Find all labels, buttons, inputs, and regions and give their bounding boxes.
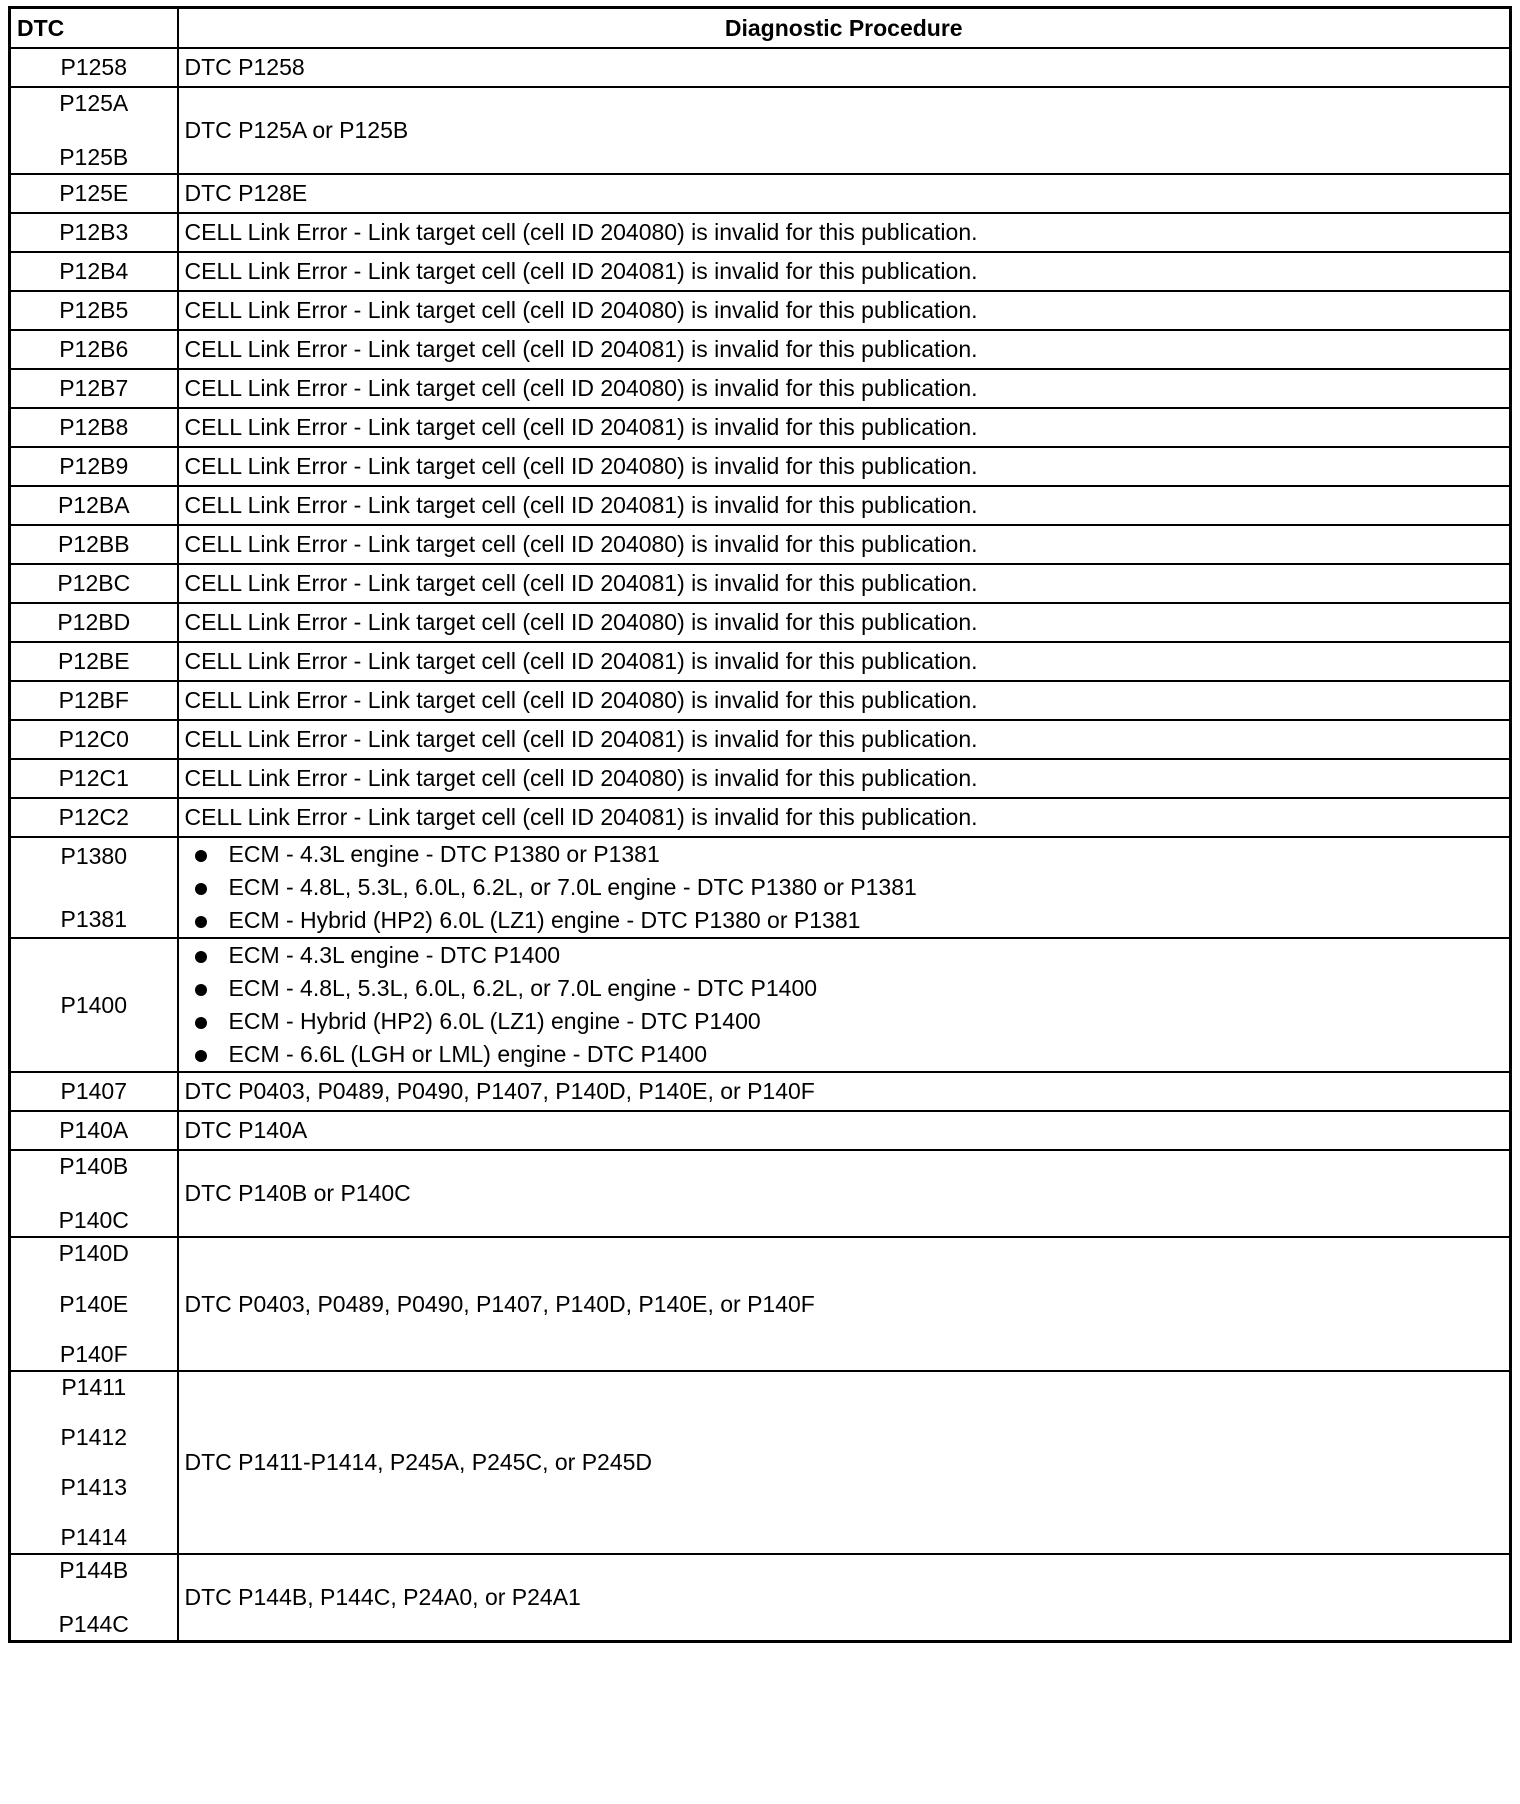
dtc-code: P1400	[60, 991, 127, 1018]
procedure-cell	[178, 798, 1511, 837]
table-row	[10, 837, 1511, 938]
table-row	[10, 252, 1511, 291]
procedure-cell	[178, 408, 1511, 447]
dtc-code-cell	[10, 938, 178, 1072]
procedure-bullet-item: ECM - 4.8L, 5.3L, 6.0L, 6.2L, or 7.0L engine - DTC P1380 or P1381	[229, 871, 1504, 904]
procedure-cell	[178, 369, 1511, 408]
dtc-code: P125B	[59, 144, 129, 170]
table-row	[10, 1237, 1511, 1371]
dtc-code: P12BE	[57, 648, 130, 674]
procedure-text: CELL Link Error - Link target cell (cell ID 204081) is invalid for this publication.	[184, 726, 978, 752]
dtc-code: P1411	[61, 1374, 127, 1400]
procedure-text: CELL Link Error - Link target cell (cell ID 204080) is invalid for this publication.	[184, 609, 978, 635]
procedure-bullet-list	[185, 838, 1504, 937]
table-row	[10, 681, 1511, 720]
table-row	[10, 603, 1511, 642]
dtc-code: P1381	[60, 905, 127, 932]
procedure-text: DTC P144B, P144C, P24A0, or P24A1	[184, 1584, 581, 1610]
dtc-code: P12BD	[57, 609, 131, 635]
procedure-text: CELL Link Error - Link target cell (cell ID 204081) is invalid for this publication.	[184, 570, 978, 596]
table-row	[10, 720, 1511, 759]
table-row	[10, 1554, 1511, 1642]
procedure-cell	[178, 681, 1511, 720]
procedure-cell	[178, 759, 1511, 798]
dtc-code: P12B3	[59, 219, 129, 245]
dtc-code-cell	[10, 252, 178, 291]
dtc-code: P12BF	[58, 687, 129, 713]
dtc-code-cell	[10, 369, 178, 408]
table-row	[10, 408, 1511, 447]
procedure-cell	[178, 87, 1511, 174]
procedure-bullet-item: ECM - 4.3L engine - DTC P1380 or P1381	[229, 838, 1504, 871]
procedure-text: DTC P1258	[184, 54, 305, 80]
dtc-code-cell	[10, 681, 178, 720]
dtc-code-cell	[10, 525, 178, 564]
dtc-code-cell	[10, 213, 178, 252]
dtc-code-cell	[10, 486, 178, 525]
dtc-code: P140B	[59, 1153, 129, 1179]
procedure-text: CELL Link Error - Link target cell (cell ID 204081) is invalid for this publication.	[184, 804, 978, 830]
procedure-text: DTC P140B or P140C	[184, 1180, 411, 1206]
dtc-code: P12BB	[57, 531, 130, 557]
table-row	[10, 291, 1511, 330]
procedure-cell	[178, 1111, 1511, 1150]
procedure-cell	[178, 48, 1511, 87]
dtc-code: P140E	[59, 1290, 129, 1317]
dtc-code: P125E	[59, 180, 129, 206]
dtc-code-cell	[10, 603, 178, 642]
table-row	[10, 798, 1511, 837]
dtc-code: P12BA	[57, 492, 130, 518]
dtc-code-cell	[10, 759, 178, 798]
dtc-code-cell	[10, 837, 178, 938]
dtc-code: P144C	[58, 1611, 129, 1637]
dtc-code: P12C0	[58, 726, 129, 752]
dtc-code: P12B6	[59, 336, 129, 362]
procedure-cell	[178, 1150, 1511, 1237]
procedure-text: CELL Link Error - Link target cell (cell ID 204081) is invalid for this publication.	[184, 414, 978, 440]
table-row	[10, 48, 1511, 87]
procedure-text: CELL Link Error - Link target cell (cell ID 204080) is invalid for this publication.	[184, 375, 978, 401]
procedure-cell	[178, 486, 1511, 525]
procedure-bullet-item: ECM - Hybrid (HP2) 6.0L (LZ1) engine - DTC P1380 or P1381	[229, 904, 1504, 937]
dtc-code: P1412	[60, 1424, 127, 1450]
procedure-cell	[178, 1072, 1511, 1111]
table-row	[10, 759, 1511, 798]
procedure-text: DTC P0403, P0489, P0490, P1407, P140D, P140E, or P140F	[184, 1290, 815, 1317]
dtc-code-cell	[10, 798, 178, 837]
dtc-code-cell	[10, 720, 178, 759]
dtc-code: P1380	[60, 842, 127, 869]
dtc-table	[8, 6, 1512, 1643]
dtc-code-cell	[10, 1237, 178, 1371]
dtc-code: P1414	[60, 1524, 127, 1550]
dtc-code-cell	[10, 408, 178, 447]
procedure-cell	[178, 447, 1511, 486]
procedure-cell	[178, 291, 1511, 330]
table-row	[10, 1111, 1511, 1150]
dtc-code: P140C	[58, 1207, 129, 1233]
procedure-cell	[178, 938, 1511, 1072]
dtc-code-cell	[10, 1111, 178, 1150]
procedure-bullet-item: ECM - Hybrid (HP2) 6.0L (LZ1) engine - DTC P1400	[229, 1005, 1504, 1038]
table-row	[10, 1150, 1511, 1237]
dtc-code: P12BC	[57, 570, 131, 596]
procedure-cell	[178, 330, 1511, 369]
table-row	[10, 525, 1511, 564]
procedure-bullet-list	[185, 939, 1504, 1071]
procedure-text: CELL Link Error - Link target cell (cell ID 204081) is invalid for this publication.	[184, 492, 978, 518]
procedure-cell	[178, 642, 1511, 681]
procedure-cell	[178, 213, 1511, 252]
procedure-text: CELL Link Error - Link target cell (cell ID 204080) is invalid for this publication.	[184, 531, 978, 557]
table-row	[10, 486, 1511, 525]
table-row	[10, 938, 1511, 1072]
procedure-text: CELL Link Error - Link target cell (cell ID 204080) is invalid for this publication.	[184, 765, 978, 791]
procedure-text: CELL Link Error - Link target cell (cell ID 204080) is invalid for this publication.	[184, 297, 978, 323]
dtc-code: P12B4	[59, 258, 129, 284]
table-row	[10, 447, 1511, 486]
table-row	[10, 87, 1511, 174]
dtc-code-cell	[10, 1072, 178, 1111]
dtc-code-cell	[10, 174, 178, 213]
dtc-code: P12B9	[59, 453, 129, 479]
procedure-text: CELL Link Error - Link target cell (cell ID 204080) is invalid for this publication.	[184, 219, 978, 245]
dtc-code: P1413	[60, 1474, 127, 1500]
procedure-text: DTC P125A or P125B	[184, 117, 409, 143]
procedure-bullet-item: ECM - 4.8L, 5.3L, 6.0L, 6.2L, or 7.0L engine - DTC P1400	[229, 972, 1504, 1005]
dtc-code-cell	[10, 1371, 178, 1554]
procedure-text: DTC P0403, P0489, P0490, P1407, P140D, P140E, or P140F	[184, 1078, 815, 1104]
table-row	[10, 1072, 1511, 1111]
table-row	[10, 369, 1511, 408]
header-dtc: DTC	[10, 8, 178, 49]
procedure-text: CELL Link Error - Link target cell (cell ID 204081) is invalid for this publication.	[184, 648, 978, 674]
procedure-cell	[178, 252, 1511, 291]
procedure-text: DTC P1411-P1414, P245A, P245C, or P245D	[184, 1449, 653, 1475]
table-row	[10, 1371, 1511, 1554]
dtc-code-cell	[10, 291, 178, 330]
dtc-code: P12B7	[59, 375, 129, 401]
dtc-code: P144B	[59, 1557, 129, 1583]
table-row	[10, 564, 1511, 603]
procedure-cell	[178, 525, 1511, 564]
dtc-code-cell	[10, 642, 178, 681]
table-row	[10, 174, 1511, 213]
dtc-code: P12B5	[59, 297, 129, 323]
dtc-code-cell	[10, 87, 178, 174]
procedure-cell	[178, 564, 1511, 603]
dtc-code: P140A	[59, 1117, 129, 1143]
header-diagnostic-procedure: Diagnostic Procedure	[178, 8, 1511, 49]
procedure-text: DTC P140A	[184, 1117, 308, 1143]
table-row	[10, 330, 1511, 369]
dtc-code-cell	[10, 1554, 178, 1642]
procedure-cell	[178, 720, 1511, 759]
procedure-cell	[178, 1554, 1511, 1642]
procedure-cell	[178, 174, 1511, 213]
procedure-bullet-item: ECM - 4.3L engine - DTC P1400	[229, 939, 1504, 972]
dtc-code: P140D	[58, 1240, 129, 1266]
dtc-code: P125A	[59, 90, 129, 116]
dtc-code: P12C2	[58, 804, 129, 830]
dtc-code-cell	[10, 48, 178, 87]
procedure-cell	[178, 603, 1511, 642]
procedure-text: DTC P128E	[184, 180, 308, 206]
table-row	[10, 642, 1511, 681]
procedure-cell	[178, 837, 1511, 938]
table-body	[10, 48, 1511, 1642]
dtc-code: P1407	[60, 1078, 127, 1104]
dtc-code-cell	[10, 1150, 178, 1237]
dtc-code: P12C1	[58, 765, 129, 791]
procedure-text: CELL Link Error - Link target cell (cell ID 204081) is invalid for this publication.	[184, 258, 978, 284]
dtc-code-cell	[10, 330, 178, 369]
dtc-code-cell	[10, 564, 178, 603]
table-row	[10, 213, 1511, 252]
table-header-row	[10, 8, 1511, 49]
dtc-code: P1258	[60, 54, 127, 80]
procedure-text: CELL Link Error - Link target cell (cell ID 204080) is invalid for this publication.	[184, 687, 978, 713]
procedure-text: CELL Link Error - Link target cell (cell ID 204081) is invalid for this publication.	[184, 336, 978, 362]
procedure-text: CELL Link Error - Link target cell (cell ID 204080) is invalid for this publication.	[184, 453, 978, 479]
dtc-code: P12B8	[59, 414, 129, 440]
procedure-bullet-item: ECM - 6.6L (LGH or LML) engine - DTC P1400	[229, 1038, 1504, 1071]
procedure-cell	[178, 1237, 1511, 1371]
dtc-code-cell	[10, 447, 178, 486]
dtc-code: P140F	[59, 1341, 128, 1367]
procedure-cell	[178, 1371, 1511, 1554]
